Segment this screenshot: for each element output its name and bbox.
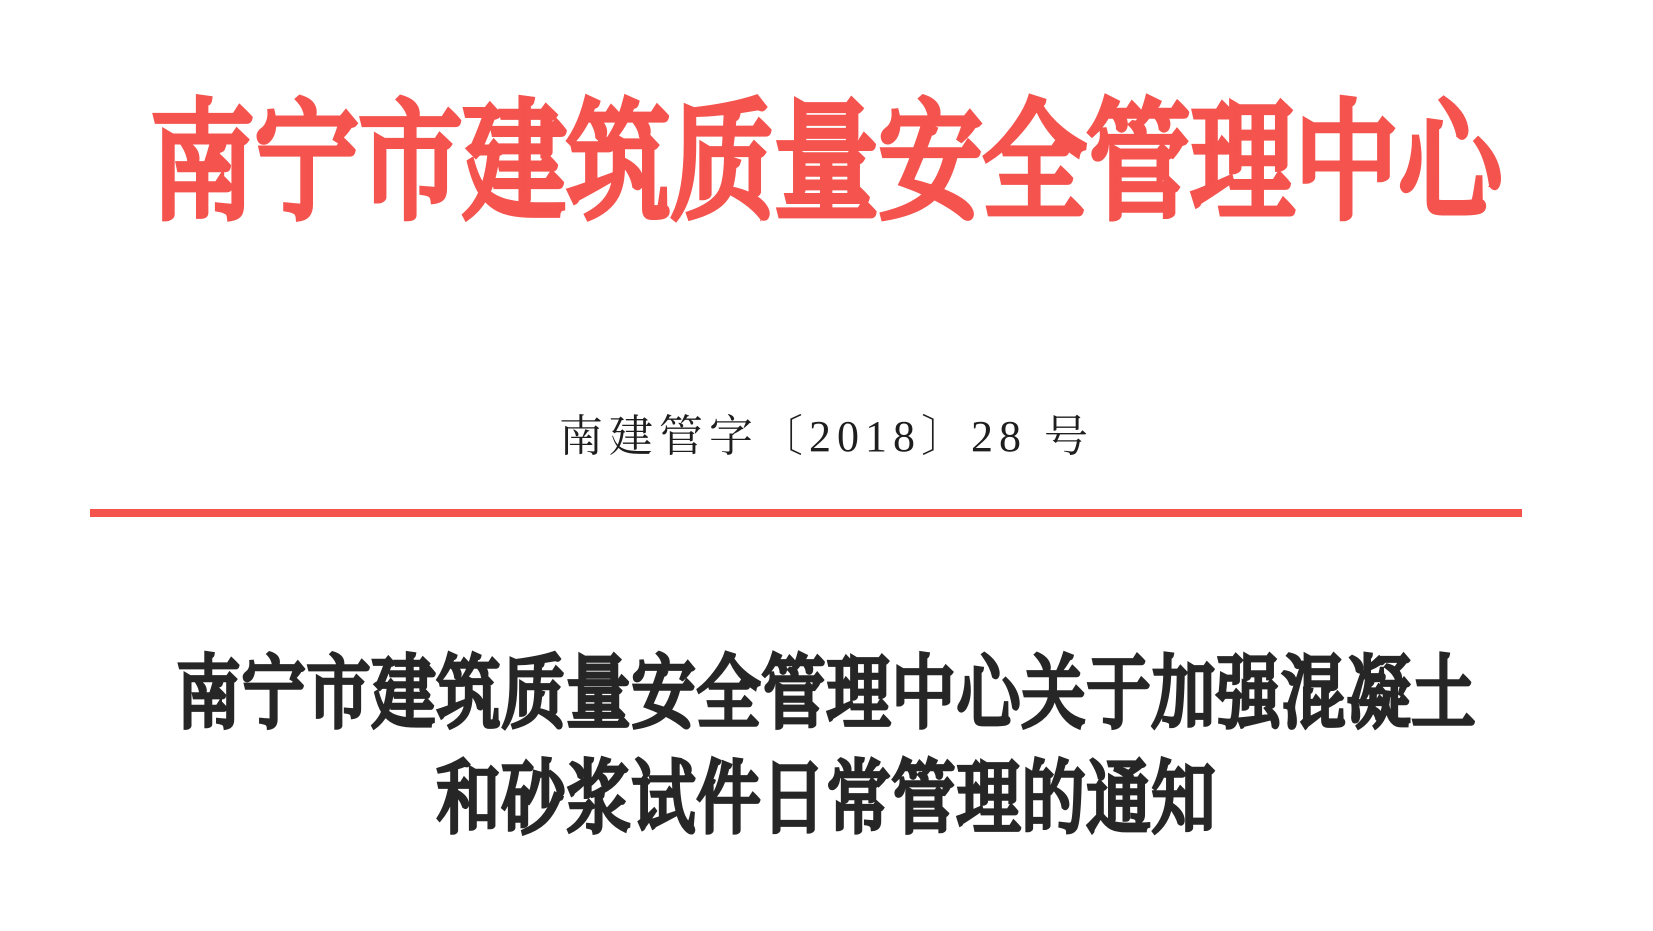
document-reference-number: 南建管字〔2018〕28 号 xyxy=(559,412,1094,461)
red-divider-line xyxy=(90,509,1522,517)
document-title xyxy=(0,642,1653,852)
document-title-line-1: 南宁市建筑质量安全管理中心关于加强混凝土 xyxy=(176,649,1477,739)
document-header-org-name: 南宁市建筑质量安全管理中心 xyxy=(150,92,1503,237)
document-title-line-2: 和砂浆试件日常管理的通知 xyxy=(436,754,1217,844)
